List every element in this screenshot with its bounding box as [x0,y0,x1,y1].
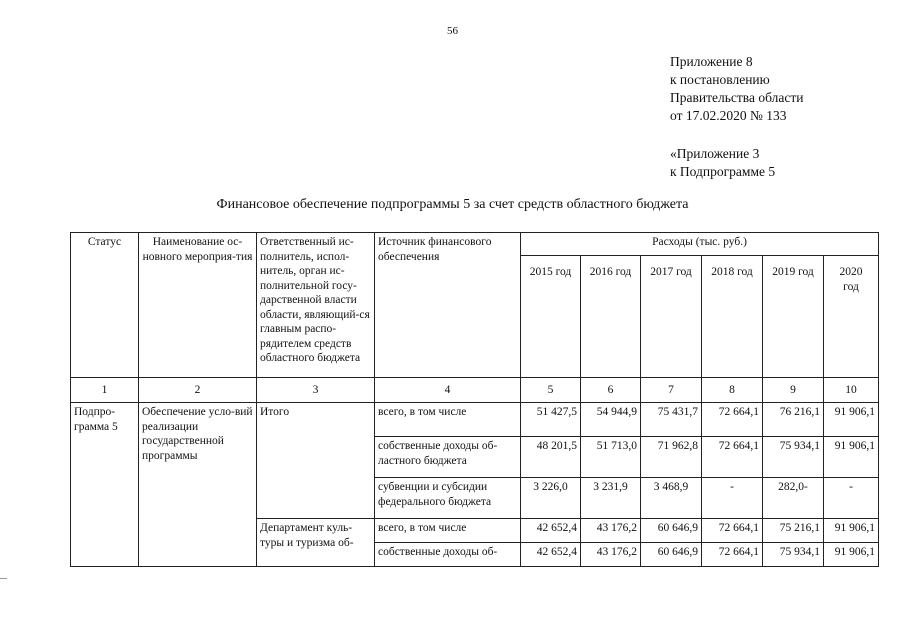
source-cell: субвенции и субсидии федерального бюджета [375,478,521,519]
header-year: 2015 год [521,256,581,378]
column-number: 8 [702,378,763,403]
value-cell: 72 664,1 [702,403,763,437]
appendix-line: от 17.02.2020 № 133 [670,108,787,123]
value-cell: 76 216,1 [763,403,824,437]
column-number: 4 [375,378,521,403]
column-number: 5 [521,378,581,403]
header-year: 2016 год [581,256,641,378]
value-cell: 48 201,5 [521,437,581,478]
source-cell: всего, в том числе [375,403,521,437]
header-source: Источник финансового обеспечения [375,233,521,378]
value-cell: - [824,478,879,519]
financing-table [70,232,879,567]
appendix2-line: «Приложение 3 [670,146,760,161]
column-numbers-row [71,378,879,403]
value-cell: - [702,478,763,519]
value-cell: 75 431,7 [641,403,702,437]
value-cell: 91 906,1 [824,403,879,437]
column-number: 6 [581,378,641,403]
responsible-cell: Итого [257,403,375,519]
value-cell: 91 906,1 [824,519,879,543]
appendix-line: Правительства области [670,90,804,105]
source-cell: собственные доходы об- [375,543,521,567]
value-cell: 42 652,4 [521,543,581,567]
value-cell: 75 934,1 [763,543,824,567]
source-cell: всего, в том числе [375,519,521,543]
status-cell: Подпро-грамма 5 [71,403,139,567]
value-cell: 42 652,4 [521,519,581,543]
appendix-reference [670,53,803,125]
value-cell: 72 664,1 [702,437,763,478]
value-cell: 3 231,9 [581,478,641,519]
column-number: 9 [763,378,824,403]
header-year: 2018 год [702,256,763,378]
column-number: 3 [257,378,375,403]
value-cell: 75 934,1 [763,437,824,478]
value-cell: 43 176,2 [581,543,641,567]
appendix-subreference [670,145,775,181]
column-number: 7 [641,378,702,403]
value-cell: 51 427,5 [521,403,581,437]
header-row [71,233,879,256]
value-cell: 3 226,0 [521,478,581,519]
value-cell: 43 176,2 [581,519,641,543]
activity-name-cell: Обеспечение усло-вий реализации государственной программы [139,403,257,567]
page-number: 56 [447,25,458,37]
value-cell: 91 906,1 [824,543,879,567]
value-cell: 72 664,1 [702,519,763,543]
value-cell: 60 646,9 [641,519,702,543]
header-year: 2017 год [641,256,702,378]
value-cell: 75 216,1 [763,519,824,543]
header-name: Наименование ос-новного мероприя-тия [139,233,257,378]
header-year: 2019 год [763,256,824,378]
value-cell: 282,0- [763,478,824,519]
value-cell: 3 468,9 [641,478,702,519]
value-cell: 51 713,0 [581,437,641,478]
header-status: Статус [71,233,139,378]
value-cell: 71 962,8 [641,437,702,478]
scan-mark [0,578,7,579]
value-cell: 54 944,9 [581,403,641,437]
responsible-cell: Департамент куль-туры и туризма об- [257,519,375,567]
appendix-line: к постановлению [670,72,770,87]
header-expenses: Расходы (тыс. руб.) [521,233,879,256]
column-number: 10 [824,378,879,403]
document-title: Финансовое обеспечение подпрограммы 5 за счет средств областного бюджета [216,197,689,212]
source-cell: собственные доходы об-ластного бюджета [375,437,521,478]
table-row [71,403,879,437]
column-number: 2 [139,378,257,403]
header-year: 2020 год [824,256,879,378]
column-number: 1 [71,378,139,403]
header-responsible: Ответственный ис-полнитель, испол-нитель, орган ис-полнительной госу-дарственной власти области, являющий-ся главным распо-рядителем средств областного бюджета [257,233,375,378]
value-cell: 60 646,9 [641,543,702,567]
value-cell: 72 664,1 [702,543,763,567]
appendix-line: Приложение 8 [670,54,753,69]
appendix2-line: к Подпрограмме 5 [670,164,776,179]
value-cell: 91 906,1 [824,437,879,478]
